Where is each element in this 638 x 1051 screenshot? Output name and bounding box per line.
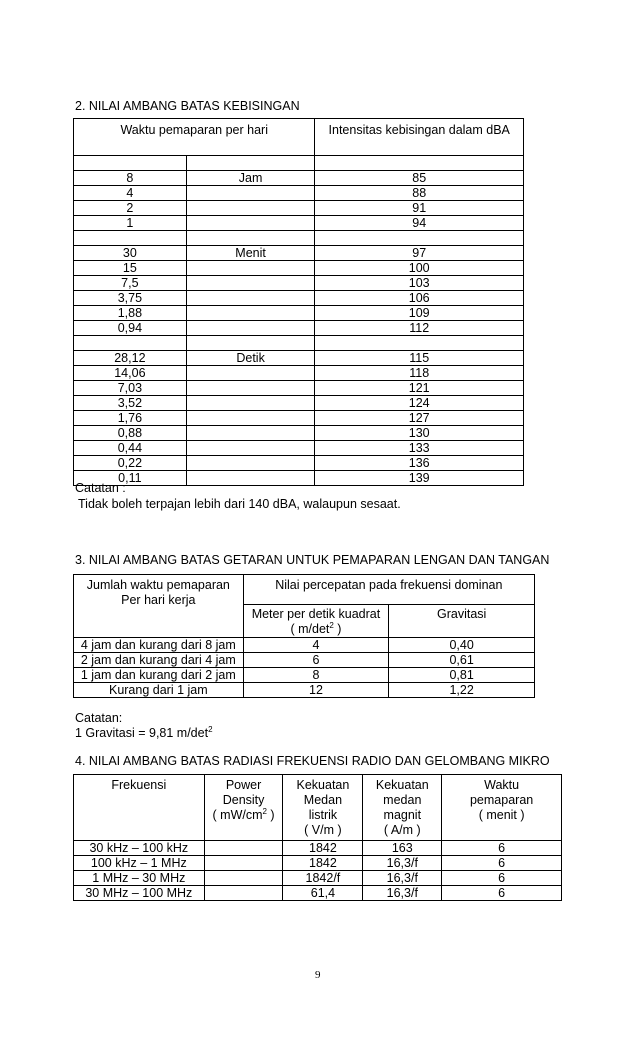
noise-unit-cell: Menit bbox=[186, 246, 315, 261]
noise-time-cell: 0,44 bbox=[74, 441, 187, 456]
noise-spacer-row bbox=[74, 231, 524, 246]
noise-unit-cell bbox=[186, 426, 315, 441]
noise-intensity-cell: 97 bbox=[315, 246, 524, 261]
noise-intensity-cell: 121 bbox=[315, 381, 524, 396]
rad-header-electric-field: Kekuatan Medan listrik ( V/m ) bbox=[283, 775, 363, 841]
noise-intensity-cell: 130 bbox=[315, 426, 524, 441]
table-row bbox=[74, 653, 535, 668]
noise-unit-cell bbox=[186, 321, 315, 336]
vib-ms2-cell: 8 bbox=[243, 668, 389, 683]
rad-exposure-time-cell: 6 bbox=[442, 841, 562, 856]
noise-intensity-cell: 112 bbox=[315, 321, 524, 336]
section3-note-text: 1 Gravitasi = 9,81 $m/\det^2$ bbox=[75, 724, 213, 740]
vib-ms2-cell: 12 bbox=[243, 683, 389, 698]
rad-electric-field-cell: 1842 bbox=[283, 856, 363, 871]
rad-electric-field-cell: 61,4 bbox=[283, 886, 363, 901]
noise-spacer-cell bbox=[74, 336, 187, 351]
noise-unit-cell bbox=[186, 276, 315, 291]
noise-unit-cell bbox=[186, 441, 315, 456]
table-row bbox=[74, 171, 524, 186]
noise-intensity-cell: 100 bbox=[315, 261, 524, 276]
noise-time-cell: 1 bbox=[74, 216, 187, 231]
noise-time-cell: 28,12 bbox=[74, 351, 187, 366]
noise-unit-cell bbox=[186, 201, 315, 216]
rad-frequency-cell: 100 kHz – 1 MHz bbox=[74, 856, 205, 871]
noise-intensity-cell: 103 bbox=[315, 276, 524, 291]
table-row bbox=[74, 856, 562, 871]
vibration-table bbox=[73, 574, 535, 698]
rad-header-power-density: Power Density ( $mW/cm^2$ ) bbox=[204, 775, 283, 841]
noise-intensity-cell: 127 bbox=[315, 411, 524, 426]
table-row bbox=[74, 441, 524, 456]
section3-note-label: Catatan: bbox=[75, 711, 123, 725]
table-row bbox=[74, 683, 535, 698]
noise-time-cell: 0,94 bbox=[74, 321, 187, 336]
table-row bbox=[74, 186, 524, 201]
rad-magnetic-field-cell: 163 bbox=[363, 841, 442, 856]
rad-magnetic-field-cell: 16,3/f bbox=[363, 856, 442, 871]
noise-table bbox=[73, 118, 524, 486]
vib-header-duration-l1: Jumlah waktu pemaparan bbox=[86, 578, 230, 592]
table-row bbox=[74, 638, 535, 653]
rad-power-density-cell bbox=[204, 856, 283, 871]
noise-intensity-cell: 115 bbox=[315, 351, 524, 366]
table-row bbox=[74, 471, 524, 486]
rad-exposure-time-cell: 6 bbox=[442, 886, 562, 901]
noise-unit-cell: Jam bbox=[186, 171, 315, 186]
rad-exposure-time-cell: 6 bbox=[442, 871, 562, 886]
vib-subheader-ms2 bbox=[243, 605, 389, 638]
noise-spacer-cell bbox=[186, 156, 315, 171]
rad-header-exposure-time: Waktu pemaparan ( menit ) bbox=[442, 775, 562, 841]
noise-intensity-cell: 136 bbox=[315, 456, 524, 471]
noise-spacer-cell bbox=[315, 156, 524, 171]
vib-gravity-cell: 0,81 bbox=[389, 668, 535, 683]
noise-time-cell: 1,76 bbox=[74, 411, 187, 426]
noise-unit-cell bbox=[186, 411, 315, 426]
noise-unit-cell bbox=[186, 471, 315, 486]
noise-time-cell: 0,11 bbox=[74, 471, 187, 486]
table-row bbox=[74, 456, 524, 471]
rad-frequency-cell: 30 MHz – 100 MHz bbox=[74, 886, 205, 901]
rad-frequency-cell: 1 MHz – 30 MHz bbox=[74, 871, 205, 886]
noise-time-cell: 30 bbox=[74, 246, 187, 261]
noise-intensity-cell: 106 bbox=[315, 291, 524, 306]
rad-frequency-cell: 30 kHz – 100 kHz bbox=[74, 841, 205, 856]
table-row bbox=[74, 291, 524, 306]
noise-time-cell: 14,06 bbox=[74, 366, 187, 381]
table-row bbox=[74, 396, 524, 411]
section4-title: 4. NILAI AMBANG BATAS RADIASI FREKUENSI RADIO DAN GELOMBANG MIKRO bbox=[75, 754, 550, 768]
noise-intensity-cell: 85 bbox=[315, 171, 524, 186]
noise-header-intensity: Intensitas kebisingan dalam dBA bbox=[315, 119, 524, 156]
table-row bbox=[74, 366, 524, 381]
noise-time-cell: 7,03 bbox=[74, 381, 187, 396]
noise-unit-cell bbox=[186, 396, 315, 411]
table-row bbox=[74, 261, 524, 276]
noise-intensity-cell: 139 bbox=[315, 471, 524, 486]
noise-intensity-cell: 91 bbox=[315, 201, 524, 216]
rad-exposure-time-cell: 6 bbox=[442, 856, 562, 871]
table-row bbox=[74, 841, 562, 856]
table-row bbox=[74, 668, 535, 683]
table-row bbox=[74, 306, 524, 321]
table-row bbox=[74, 886, 562, 901]
noise-header-time: Waktu pemaparan per hari bbox=[74, 119, 315, 156]
noise-intensity-cell: 109 bbox=[315, 306, 524, 321]
rad-electric-field-cell: 1842/f bbox=[283, 871, 363, 886]
noise-unit-cell bbox=[186, 306, 315, 321]
noise-unit-cell bbox=[186, 261, 315, 276]
noise-time-cell: 8 bbox=[74, 171, 187, 186]
noise-spacer-row bbox=[74, 336, 524, 351]
section3-title: 3. NILAI AMBANG BATAS GETARAN UNTUK PEMAPARAN LENGAN DAN TANGAN bbox=[75, 553, 550, 567]
table-row bbox=[74, 381, 524, 396]
noise-intensity-cell: 88 bbox=[315, 186, 524, 201]
rad-power-density-cell bbox=[204, 841, 283, 856]
noise-spacer-cell bbox=[315, 231, 524, 246]
noise-spacer-row bbox=[74, 156, 524, 171]
table-row bbox=[74, 201, 524, 216]
noise-time-cell: 0,22 bbox=[74, 456, 187, 471]
vib-subheader-ms2-l2: ( $m/\det^2$ ) bbox=[290, 620, 342, 636]
noise-time-cell: 0,88 bbox=[74, 426, 187, 441]
section2-note-text: Tidak boleh terpajan lebih dari 140 dBA, walaupun sesaat. bbox=[78, 497, 401, 511]
noise-intensity-cell: 118 bbox=[315, 366, 524, 381]
noise-unit-cell bbox=[186, 216, 315, 231]
table-row bbox=[74, 321, 524, 336]
vib-duration-cell: 4 jam dan kurang dari 8 jam bbox=[74, 638, 244, 653]
vib-duration-cell: Kurang dari 1 jam bbox=[74, 683, 244, 698]
noise-time-cell: 3,52 bbox=[74, 396, 187, 411]
noise-time-cell: 3,75 bbox=[74, 291, 187, 306]
section2-note-label: Catatan : bbox=[75, 481, 126, 495]
vib-duration-cell: 1 jam dan kurang dari 2 jam bbox=[74, 668, 244, 683]
noise-spacer-cell bbox=[186, 231, 315, 246]
radiation-table bbox=[73, 774, 562, 901]
noise-unit-cell bbox=[186, 366, 315, 381]
vib-header-main: Nilai percepatan pada frekuensi dominan bbox=[243, 575, 534, 605]
vib-ms2-cell: 4 bbox=[243, 638, 389, 653]
table-row bbox=[74, 351, 524, 366]
noise-intensity-cell: 94 bbox=[315, 216, 524, 231]
table-row bbox=[74, 246, 524, 261]
rad-header-magnetic-field: Kekuatan medan magnit ( A/m ) bbox=[363, 775, 442, 841]
table-row bbox=[74, 411, 524, 426]
noise-unit-cell: Detik bbox=[186, 351, 315, 366]
noise-spacer-cell bbox=[186, 336, 315, 351]
table-row bbox=[74, 216, 524, 231]
noise-intensity-cell: 124 bbox=[315, 396, 524, 411]
vib-gravity-cell: 1,22 bbox=[389, 683, 535, 698]
noise-time-cell: 2 bbox=[74, 201, 187, 216]
noise-spacer-cell bbox=[74, 231, 187, 246]
noise-intensity-cell: 133 bbox=[315, 441, 524, 456]
rad-magnetic-field-cell: 16,3/f bbox=[363, 886, 442, 901]
rad-power-density-cell bbox=[204, 886, 283, 901]
rad-magnetic-field-cell: 16,3/f bbox=[363, 871, 442, 886]
vib-gravity-cell: 0,61 bbox=[389, 653, 535, 668]
noise-spacer-cell bbox=[74, 156, 187, 171]
noise-time-cell: 1,88 bbox=[74, 306, 187, 321]
table-row bbox=[74, 871, 562, 886]
vib-header-duration bbox=[74, 575, 244, 638]
noise-unit-cell bbox=[186, 456, 315, 471]
rad-header-frequency: Frekuensi bbox=[74, 775, 205, 841]
rad-electric-field-cell: 1842 bbox=[283, 841, 363, 856]
page-number: 9 bbox=[315, 969, 321, 981]
noise-unit-cell bbox=[186, 291, 315, 306]
table-row bbox=[74, 426, 524, 441]
noise-unit-cell bbox=[186, 381, 315, 396]
noise-spacer-cell bbox=[315, 336, 524, 351]
noise-time-cell: 15 bbox=[74, 261, 187, 276]
noise-unit-cell bbox=[186, 186, 315, 201]
rad-power-density-cell bbox=[204, 871, 283, 886]
vib-header-duration-l2: Per hari kerja bbox=[121, 593, 196, 607]
vib-gravity-cell: 0,40 bbox=[389, 638, 535, 653]
noise-time-cell: 7,5 bbox=[74, 276, 187, 291]
vib-duration-cell: 2 jam dan kurang dari 4 jam bbox=[74, 653, 244, 668]
noise-time-cell: 4 bbox=[74, 186, 187, 201]
vib-subheader-ms2-l1: Meter per detik kuadrat bbox=[251, 607, 381, 621]
section2-title: 2. NILAI AMBANG BATAS KEBISINGAN bbox=[75, 99, 300, 113]
vib-ms2-cell: 6 bbox=[243, 653, 389, 668]
table-row bbox=[74, 276, 524, 291]
vib-subheader-gravity: Gravitasi bbox=[389, 605, 535, 638]
